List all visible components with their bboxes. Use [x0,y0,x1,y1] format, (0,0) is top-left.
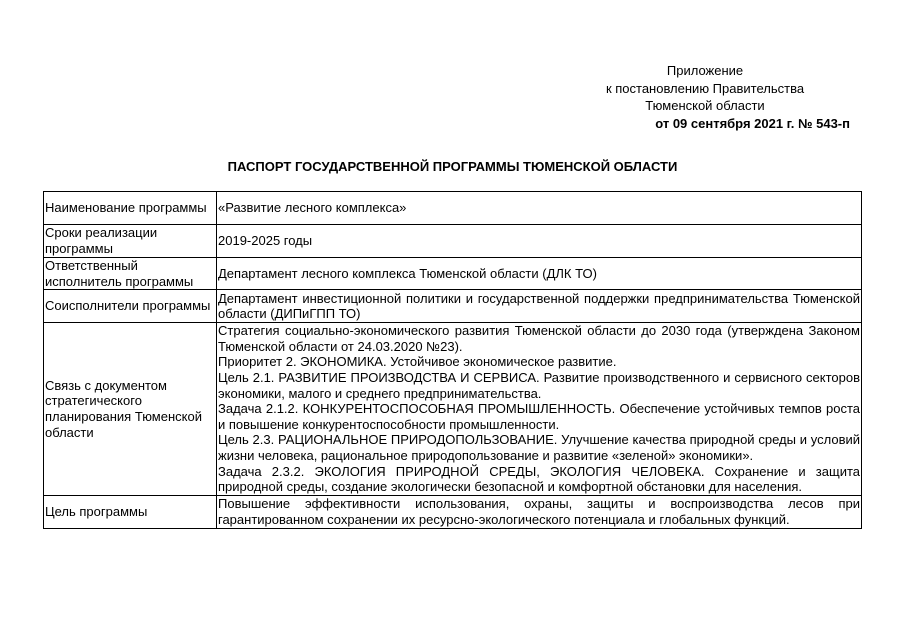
table-row-terms [44,225,862,258]
row-value: Департамент лесного комплекса Тюменской области (ДЛК ТО) [217,258,862,290]
row-value: «Развитие лесного комплекса» [217,192,862,225]
table-row-goal [44,495,862,528]
strategy-paragraph: Стратегия социально-экономического развития Тюменской области до 2030 года (утверждена Законом Тюменской области от 24.03.2020 №23). [218,323,860,354]
program-passport-table [43,191,862,529]
row-value [217,323,862,496]
row-label: Соисполнители программы [44,290,217,323]
row-value: 2019-2025 годы [217,225,862,258]
row-value: Повышение эффективности использования, охраны, защиты и воспроизводства лесов при гарантированном сохранении их ресурсно-экологического потенциала и глобальных функций. [218,496,860,527]
table-row-name [44,192,862,225]
row-label: Связь с документом стратегического планирования Тюменской области [44,323,217,496]
goal-2-1-paragraph: Цель 2.1. РАЗВИТИЕ ПРОИЗВОДСТВА И СЕРВИСА. Развитие производственного и сервисного секторов экономики, малого и среднего предпринимательства. [218,369,860,401]
table-row-strategy-link [44,323,862,496]
appendix-title: Приложение [666,63,744,78]
row-label: Наименование программы [44,192,217,225]
task-2-1-2-paragraph: Задача 2.1.2. КОНКУРЕНТОСПОСОБНАЯ ПРОМЫШЛЕННОСТЬ. Обеспечение устойчивых темпов роста и повышение конкурентоспособности промышленности. [218,401,860,432]
appendix-region: Тюменской области [645,98,765,113]
row-label: Цель программы [44,495,217,528]
goal-2-3-paragraph: Цель 2.3. РАЦИОНАЛЬНОЕ ПРИРОДОПОЛЬЗОВАНИЕ. Улучшение качества природной среды и условий жизни человека, рациональное природопользование и развитие «зеленой» экономики». [218,432,860,463]
table-row-responsible [44,258,862,290]
priority-paragraph: Приоритет 2. ЭКОНОМИКА. Устойчивое экономическое развитие. [218,354,617,370]
appendix-reference: к постановлению Правительства [605,80,805,96]
task-2-3-2-paragraph: Задача 2.3.2. ЭКОЛОГИЯ ПРИРОДНОЙ СРЕДЫ, ЭКОЛОГИЯ ЧЕЛОВЕКА. Сохранение и защита природной среды, создание экологически безопасной и комфортной обстановки для населения. [218,463,860,495]
appendix-header [560,62,850,132]
row-label: Ответственный исполнитель программы [44,258,217,290]
row-value: Департамент инвестиционной политики и государственной поддержки предпринимательства Тюменской области (ДИПиГПП ТО) [218,290,860,322]
document-title: ПАСПОРТ ГОСУДАРСТВЕННОЙ ПРОГРАММЫ ТЮМЕНСКОЙ ОБЛАСТИ [227,159,678,174]
table-row-coexecutors [44,290,862,323]
appendix-date-number: от 09 сентября 2021 г. № 543-п [655,115,850,131]
row-label: Сроки реализации программы [44,225,217,258]
